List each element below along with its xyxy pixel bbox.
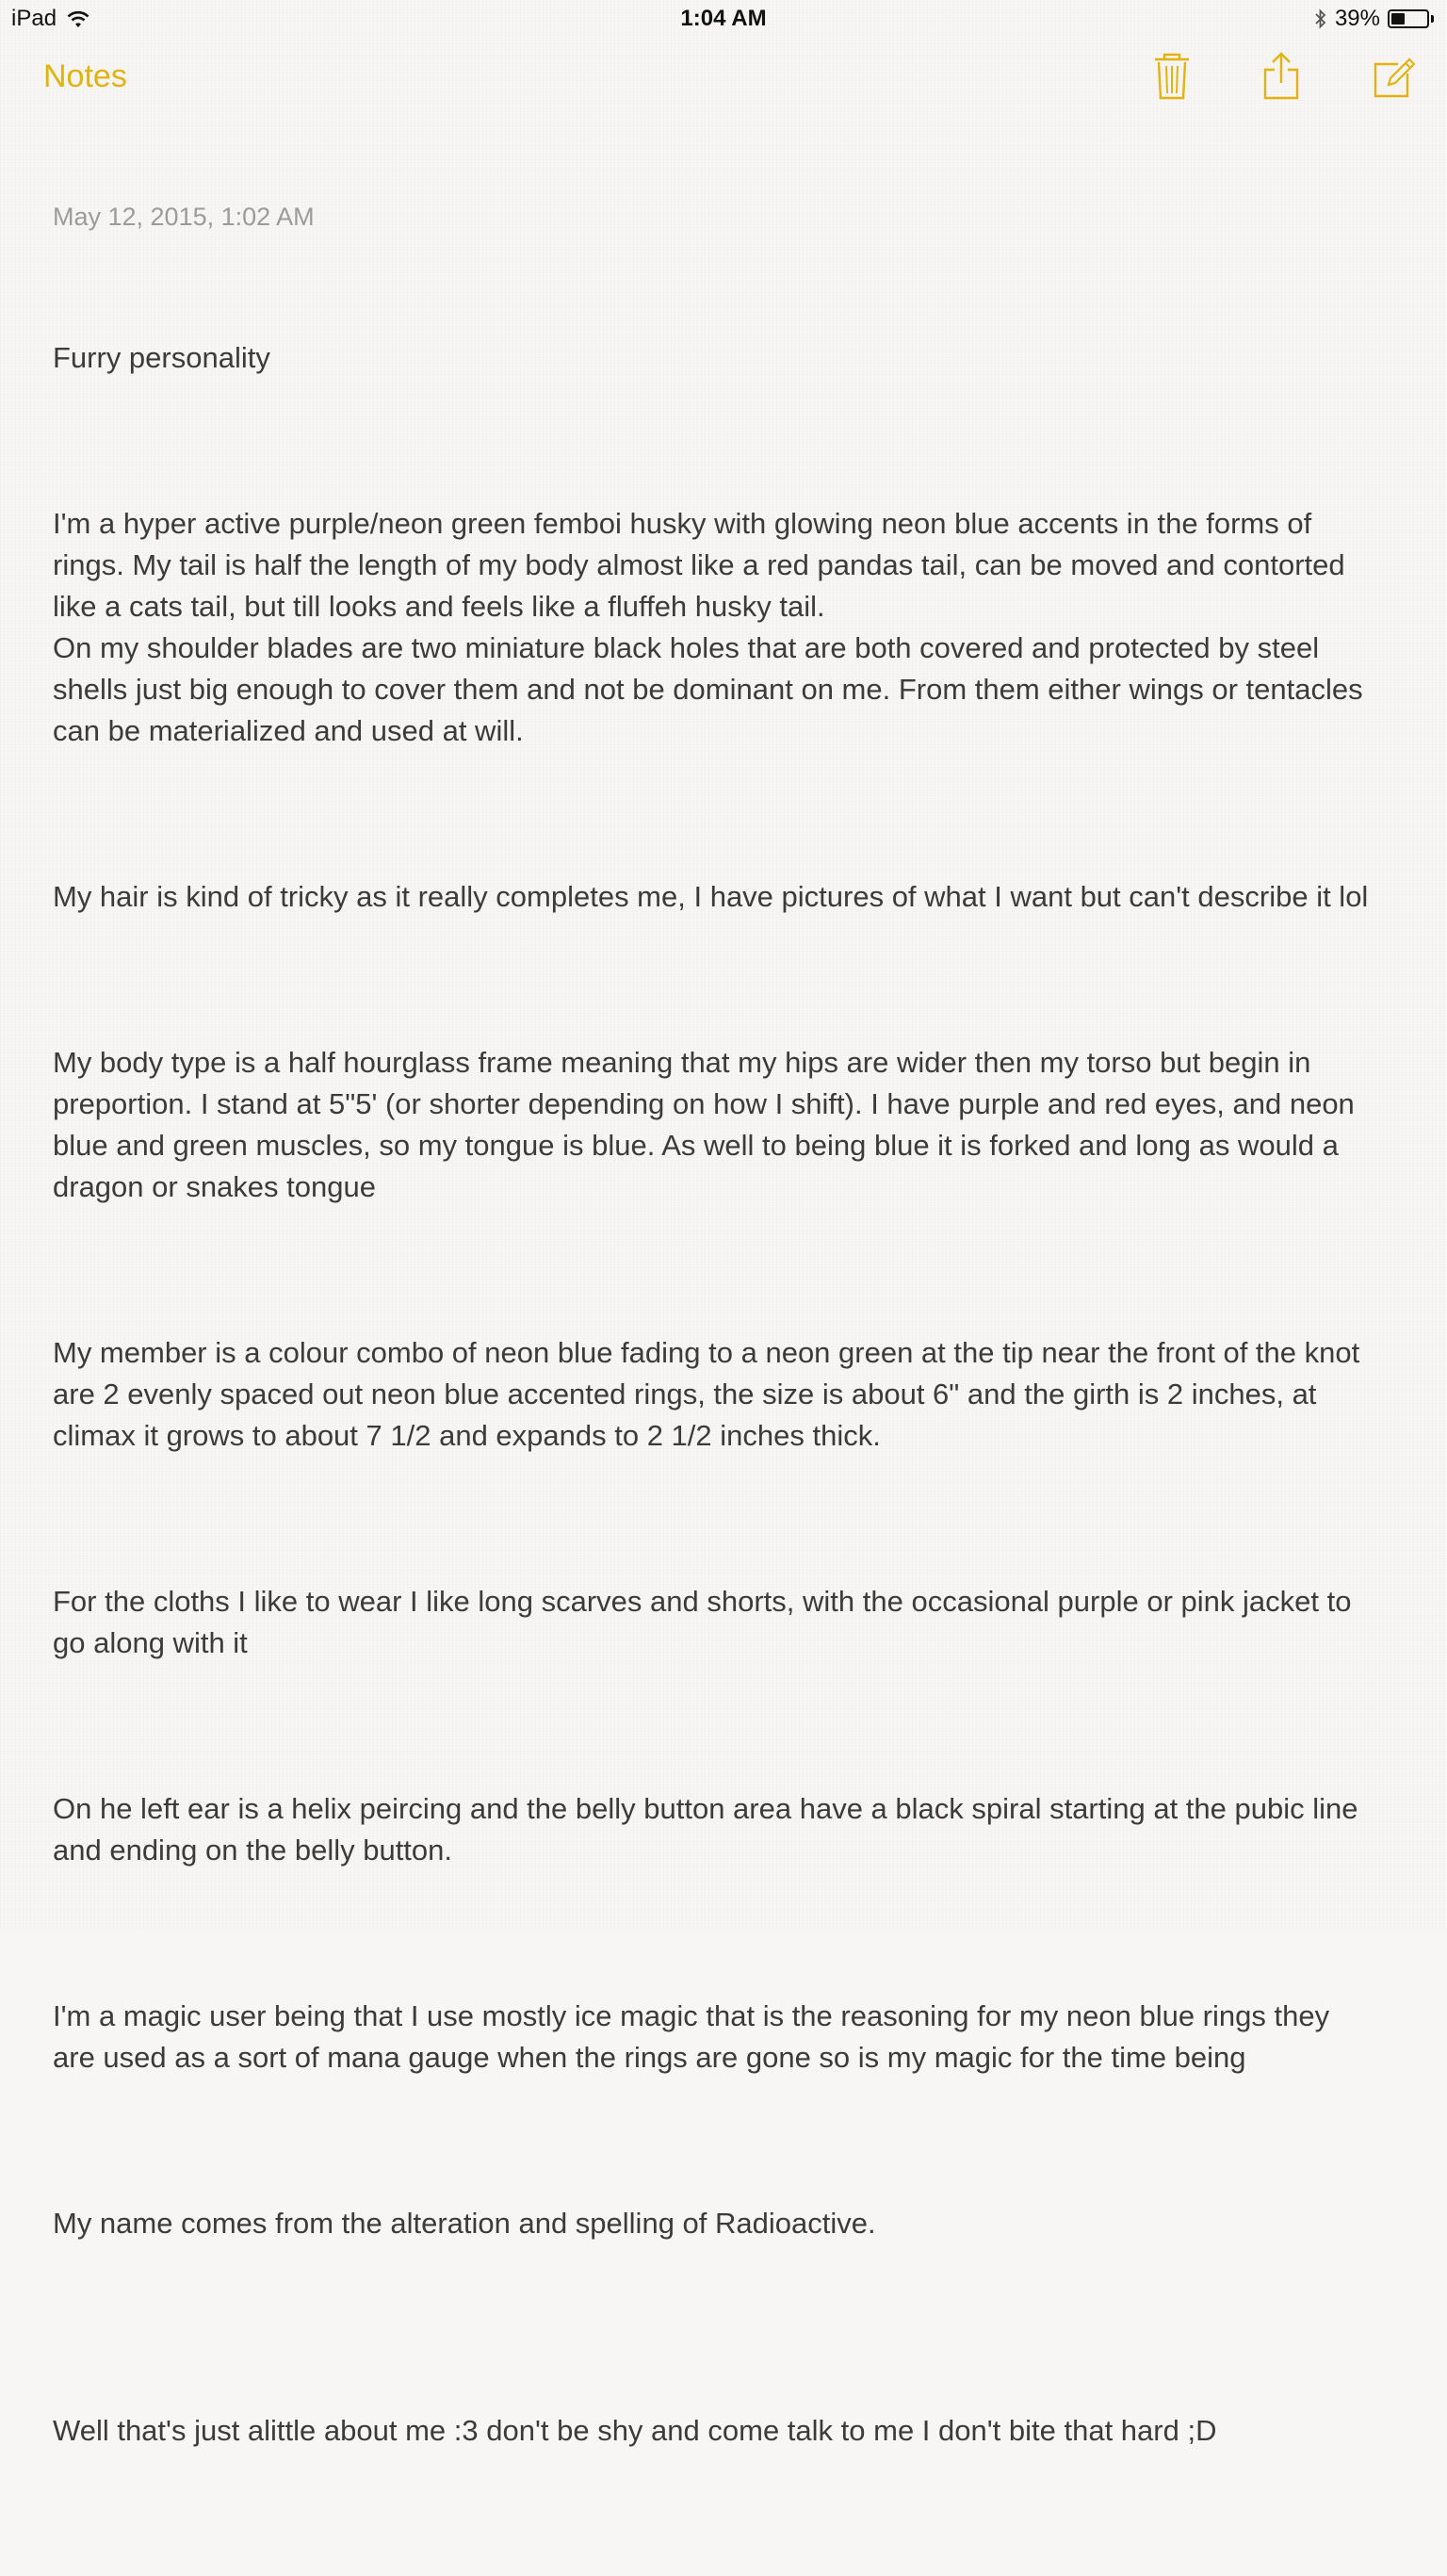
note-body[interactable] (53, 254, 1372, 2576)
note-paragraph: I'm a magic user being that I use mostly ice magic that is the reasoning for my neon blue rings they are used as a sort of mana gauge when the rings are gone so is my magic for the time being (53, 1999, 1338, 2074)
note-date: May 12, 2015, 1:02 AM (53, 203, 315, 231)
battery-icon (1388, 9, 1429, 28)
status-time: 1:04 AM (680, 6, 767, 31)
note-paragraph: I'm a hyper active purple/neon green femboi husky with glowing neon blue accents in the forms of rings. My tail is half the length of my body almost like a red pandas tail, can be moved and contorted like a cats tail, but till looks and feels like a fluffeh husky tail. On my shoulder blades are two miniature black holes that are both covered and protected by steel shells just big enough to cover them and not be dominant on me. From them either wings or tentacles can be materialized and used at will. (53, 507, 1363, 747)
battery-percent: 39% (1334, 6, 1380, 31)
note-title-line: Furry personality (53, 341, 270, 374)
battery-nub (1431, 15, 1434, 23)
trash-icon[interactable] (1149, 51, 1195, 102)
note-paragraph: My hair is kind of tricky as it really completes me, I have pictures of what I want but can't describe it lol (53, 880, 1369, 913)
note-paragraph: Well that's just alittle about me :3 don't be shy and come talk to me I don't bite that hard ;D (53, 2414, 1217, 2447)
nav-bar (0, 38, 1447, 122)
note-paragraph: My member is a colour combo of neon blue fading to a neon green at the tip near the front of the knot are 2 evenly spaced out neon blue accented rings, the size is about 6" and the girth is 2 inches, at climax it grows to about 7 1/2 and expands to 2 1/2 inches thick. (53, 1336, 1368, 1452)
share-icon[interactable] (1259, 51, 1304, 102)
notes-back-button[interactable]: Notes (43, 58, 127, 94)
note-paragraph: On he left ear is a helix peircing and the belly button area have a black spiral starting at the pubic line and ending on the belly button. (53, 1792, 1367, 1867)
bluetooth-icon (1314, 8, 1327, 29)
device-label: iPad (11, 6, 57, 31)
compose-icon[interactable] (1370, 51, 1415, 102)
status-bar (0, 0, 1447, 38)
note-paragraph: For the cloths I like to wear I like long scarves and shorts, with the occasional purple or pink jacket to go along with it (53, 1585, 1360, 1659)
note-paragraph: My name comes from the alteration and spelling of Radioactive. (53, 2207, 876, 2240)
note-paragraph: My body type is a half hourglass frame meaning that my hips are wider then my torso but begin in preportion. I stand at 5"5' (or shorter depending on how I shift). I have purple and red eyes, and neon blue and green muscles, so my tongue is blue. As well to being blue it is forked and long as would a dragon or snakes tongue (53, 1046, 1363, 1203)
status-right (1314, 6, 1434, 32)
battery-fill (1391, 13, 1405, 24)
note-content[interactable] (53, 196, 1372, 2576)
